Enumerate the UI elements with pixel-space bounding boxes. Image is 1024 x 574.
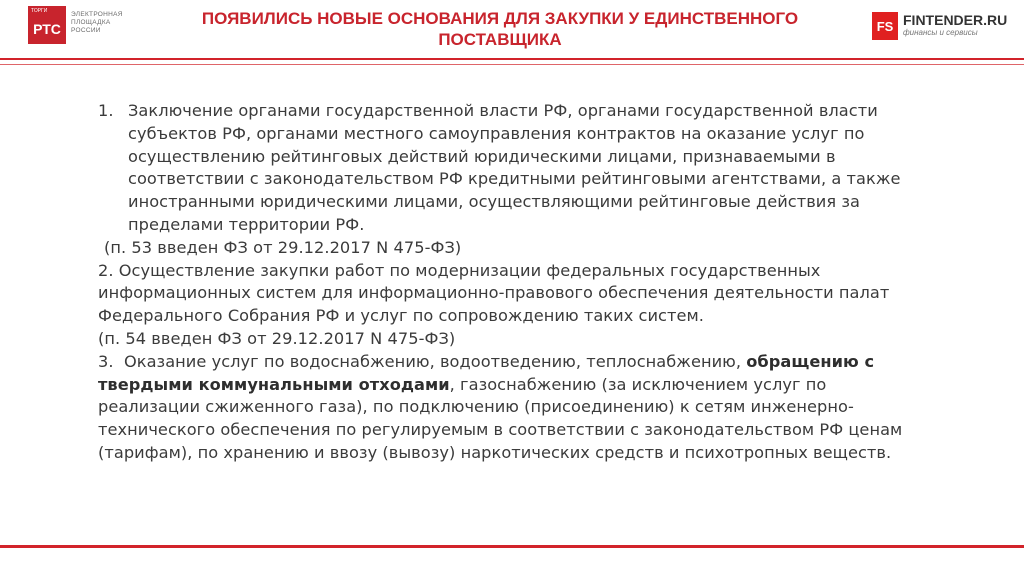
fintender-name: FINTENDER.RU <box>903 12 1008 28</box>
fintender-logo <box>872 12 1007 40</box>
fintender-logo-mark: FS <box>872 12 898 40</box>
rts-logo-mark: ТОРГИ РТС <box>28 6 66 44</box>
list-item-text: Заключение органами государственной власти РФ, органами государственной власти субъектов РФ, органами местного самоуправления контрактов на оказание услуг по осуществлению рейтинговых действий юридическими лицами, признаваемыми в соответствии с законодательством РФ кредитными рейтинговыми агентствами, а также иностранными юридическими лицами, осуществляющими рейтинговые действия за пределами территории РФ. <box>128 101 901 234</box>
slide-title: ПОЯВИЛИСЬ НОВЫЕ ОСНОВАНИЯ ДЛЯ ЗАКУПКИ У ЕДИНСТВЕННОГО ПОСТАВЩИКА <box>201 9 799 49</box>
list-item-text: Осуществление закупки работ по модернизации федеральных государственных информационных систем для информационно-правового обеспечения деятельности палат Федерального Собрания РФ и услуг по сопровождению таких систем. <box>98 260 890 326</box>
slide-body <box>98 100 928 465</box>
list-item-number: 3. <box>98 351 114 371</box>
footer-divider <box>0 545 1024 548</box>
fintender-tagline: финансы и сервисы <box>903 28 978 37</box>
rts-logo <box>28 6 123 44</box>
list-item-2 <box>98 260 928 328</box>
header-divider <box>0 58 1024 60</box>
list-item-text: Оказание услуг по водоснабжению, водоотведению, теплоснабжению, <box>123 351 747 371</box>
slide-header <box>0 0 1024 62</box>
list-item-bold-text: обращению с твердыми коммунальными отходами <box>98 351 875 394</box>
list-item-text-cont: , газоснабжению (за исключением услуг по реализации сжиженного газа), по подключению (присоединению) к сетям инженерно-технического обеспечения по регулируемым в соответствии с законодательством РФ ценам (тарифам), по хранению и ввозу (вывозу) наркотических средств и психотропных веществ. <box>98 374 903 462</box>
rts-logo-text: ЭЛЕКТРОННАЯ ПЛОЩАДКА РОССИИ <box>71 11 123 34</box>
list-item-note: (п. 53 введен ФЗ от 29.12.2017 N 475-ФЗ) <box>104 237 462 257</box>
header-divider-thin <box>0 64 1024 65</box>
list-item-note: (п. 54 введен ФЗ от 29.12.2017 N 475-ФЗ) <box>98 328 456 348</box>
list-item-1 <box>98 100 928 237</box>
list-item-3 <box>98 351 928 465</box>
list-item-number: 1. <box>98 101 114 120</box>
list-item-number: 2. <box>98 260 114 280</box>
